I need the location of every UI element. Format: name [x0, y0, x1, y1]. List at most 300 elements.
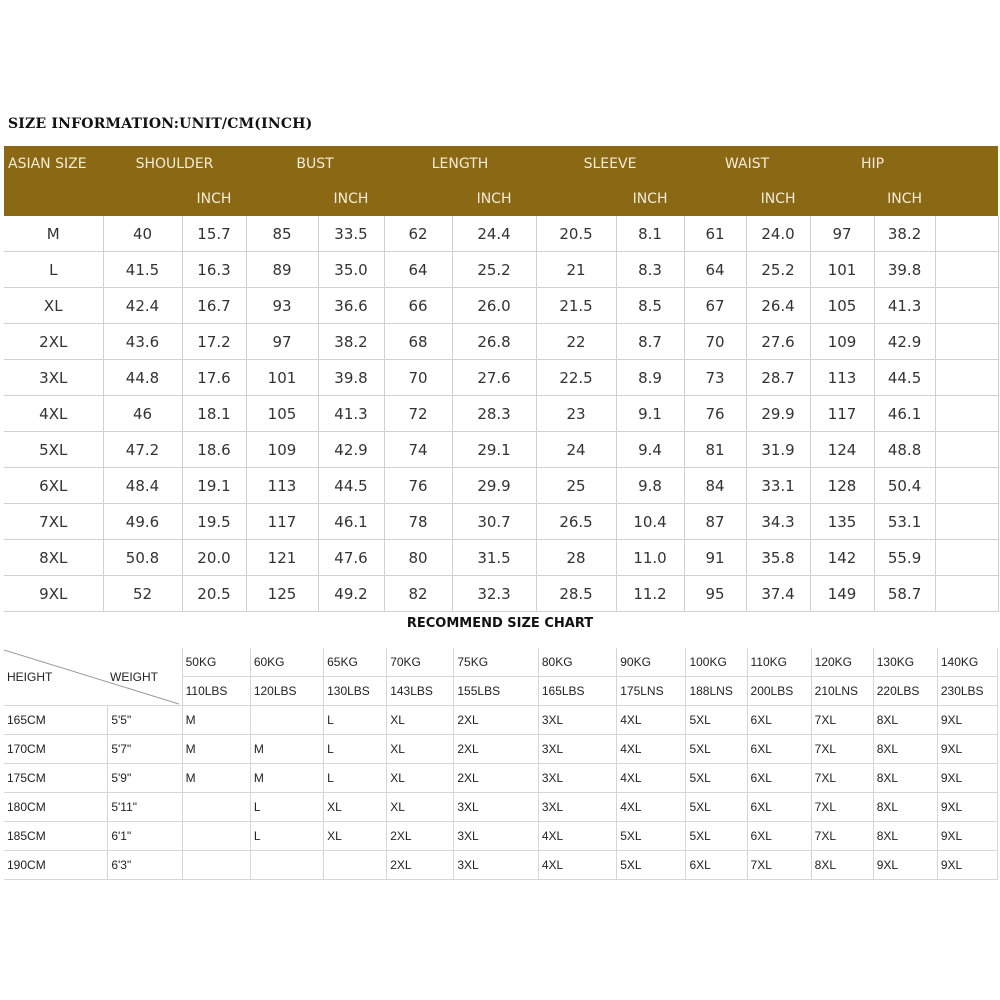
size-value-cell: 66 — [384, 288, 452, 324]
size-value-cell: 22 — [536, 324, 616, 360]
size-value-cell: 47.6 — [318, 540, 384, 576]
size-value-cell: 113 — [810, 360, 874, 396]
recommended-size-cell: 3XL — [454, 822, 538, 851]
header-inch: INCH — [874, 181, 935, 216]
size-value-cell: 97 — [246, 324, 318, 360]
recommended-size-cell: L — [324, 735, 387, 764]
size-value-cell: 8.9 — [616, 360, 684, 396]
size-value-cell: 121 — [246, 540, 318, 576]
table-row — [4, 851, 998, 880]
recommended-size-cell: XL — [387, 793, 454, 822]
recommended-size-cell: 2XL — [454, 706, 538, 735]
size-value-cell: 8.7 — [616, 324, 684, 360]
weight-kg-cell: 100KG — [686, 648, 747, 677]
size-value-cell: 117 — [810, 396, 874, 432]
table-row — [4, 576, 998, 612]
table-row — [4, 764, 998, 793]
recommended-size-cell: 3XL — [454, 851, 538, 880]
size-value-cell: 62 — [384, 216, 452, 252]
size-value-cell: 44.8 — [103, 360, 182, 396]
empty-cell — [935, 396, 998, 432]
empty-cell — [935, 288, 998, 324]
size-value-cell: 105 — [810, 288, 874, 324]
size-value-cell: 31.5 — [452, 540, 536, 576]
height-ft-cell: 5'5" — [108, 706, 182, 735]
size-value-cell: 38.2 — [318, 324, 384, 360]
size-label-cell: 2XL — [4, 324, 103, 360]
size-value-cell: 64 — [684, 252, 746, 288]
recommended-size-cell: XL — [324, 822, 387, 851]
size-unit-row — [4, 181, 998, 216]
recommended-size-cell: 2XL — [454, 764, 538, 793]
recommended-size-cell: 9XL — [937, 822, 997, 851]
height-cm-cell: 165CM — [4, 706, 108, 735]
size-value-cell: 74 — [384, 432, 452, 468]
recommended-size-cell: 5XL — [686, 764, 747, 793]
table-row — [4, 504, 998, 540]
weight-lbs-cell: 230LBS — [937, 677, 997, 706]
recommended-size-cell: 5XL — [617, 851, 686, 880]
recommended-size-cell: 4XL — [617, 764, 686, 793]
recommended-size-cell: 8XL — [873, 706, 937, 735]
height-weight-corner — [4, 648, 182, 706]
recommended-size-cell: 8XL — [811, 851, 873, 880]
size-value-cell: 24.0 — [746, 216, 810, 252]
size-label-cell: 7XL — [4, 504, 103, 540]
size-value-cell: 47.2 — [103, 432, 182, 468]
recommended-size-cell: 7XL — [811, 735, 873, 764]
size-value-cell: 135 — [810, 504, 874, 540]
table-row — [4, 360, 998, 396]
recommended-size-cell: 8XL — [873, 764, 937, 793]
size-value-cell: 58.7 — [874, 576, 935, 612]
size-value-cell: 23 — [536, 396, 616, 432]
size-value-cell: 85 — [246, 216, 318, 252]
size-label-cell: 8XL — [4, 540, 103, 576]
weight-lbs-cell: 130LBS — [324, 677, 387, 706]
size-value-cell: 80 — [384, 540, 452, 576]
empty-cell — [935, 540, 998, 576]
recommended-size-cell: 2XL — [387, 851, 454, 880]
size-value-cell: 26.4 — [746, 288, 810, 324]
size-value-cell: 8.1 — [616, 216, 684, 252]
weight-kg-cell: 110KG — [747, 648, 811, 677]
size-value-cell: 44.5 — [874, 360, 935, 396]
size-value-cell: 125 — [246, 576, 318, 612]
header-blank — [246, 181, 318, 216]
header-blank — [810, 181, 874, 216]
weight-kg-cell: 65KG — [324, 648, 387, 677]
size-value-cell: 78 — [384, 504, 452, 540]
height-ft-cell: 5'11" — [108, 793, 182, 822]
weight-lbs-cell: 155LBS — [454, 677, 538, 706]
size-value-cell: 76 — [384, 468, 452, 504]
recommended-size-cell — [182, 793, 250, 822]
recommended-size-cell: 6XL — [747, 735, 811, 764]
weight-lbs-cell: 188LNS — [686, 677, 747, 706]
weight-kg-cell: 120KG — [811, 648, 873, 677]
size-value-cell: 29.9 — [452, 468, 536, 504]
weight-kg-cell: 90KG — [617, 648, 686, 677]
size-value-cell: 27.6 — [746, 324, 810, 360]
size-value-cell: 109 — [246, 432, 318, 468]
table-row — [4, 735, 998, 764]
size-value-cell: 17.6 — [182, 360, 246, 396]
recommended-size-cell: 6XL — [747, 822, 811, 851]
size-value-cell: 30.7 — [452, 504, 536, 540]
recommended-size-cell: XL — [324, 793, 387, 822]
size-value-cell: 89 — [246, 252, 318, 288]
recommended-size-cell: 8XL — [873, 822, 937, 851]
size-value-cell: 40 — [103, 216, 182, 252]
size-value-cell: 97 — [810, 216, 874, 252]
header-inch: INCH — [182, 181, 246, 216]
weight-lbs-cell: 143LBS — [387, 677, 454, 706]
size-value-cell: 16.3 — [182, 252, 246, 288]
size-value-cell: 35.0 — [318, 252, 384, 288]
size-value-cell: 25.2 — [452, 252, 536, 288]
size-value-cell: 9.1 — [616, 396, 684, 432]
size-value-cell: 16.7 — [182, 288, 246, 324]
header-asian-size: ASIAN SIZE — [4, 146, 103, 181]
empty-cell — [935, 432, 998, 468]
size-value-cell: 21.5 — [536, 288, 616, 324]
size-value-cell: 38.2 — [874, 216, 935, 252]
header-blank — [4, 181, 103, 216]
header-hip: HIP — [810, 146, 935, 181]
header-inch: INCH — [746, 181, 810, 216]
size-value-cell: 113 — [246, 468, 318, 504]
size-value-cell: 34.3 — [746, 504, 810, 540]
recommended-size-cell: L — [324, 764, 387, 793]
recommended-size-cell: M — [250, 735, 323, 764]
table-row — [4, 793, 998, 822]
recommended-size-cell: 4XL — [617, 735, 686, 764]
recommended-size-cell: 4XL — [538, 822, 616, 851]
size-value-cell: 70 — [684, 324, 746, 360]
recommended-size-cell: 9XL — [937, 735, 997, 764]
size-value-cell: 19.5 — [182, 504, 246, 540]
size-label-cell: 9XL — [4, 576, 103, 612]
size-value-cell: 43.6 — [103, 324, 182, 360]
table-row — [4, 540, 998, 576]
size-label-cell: 3XL — [4, 360, 103, 396]
size-value-cell: 8.5 — [616, 288, 684, 324]
size-value-cell: 24 — [536, 432, 616, 468]
size-value-cell: 10.4 — [616, 504, 684, 540]
recommended-size-cell: 3XL — [538, 793, 616, 822]
size-label-cell: XL — [4, 288, 103, 324]
size-value-cell: 48.8 — [874, 432, 935, 468]
recommended-size-cell: 7XL — [811, 793, 873, 822]
size-value-cell: 33.1 — [746, 468, 810, 504]
empty-cell — [935, 216, 998, 252]
size-value-cell: 9.4 — [616, 432, 684, 468]
height-cm-cell: 190CM — [4, 851, 108, 880]
height-ft-cell: 5'9" — [108, 764, 182, 793]
table-row — [4, 432, 998, 468]
recommended-size-cell — [250, 851, 323, 880]
weight-lbs-cell: 220LBS — [873, 677, 937, 706]
recommended-size-cell: M — [182, 764, 250, 793]
weight-kg-row — [4, 648, 998, 677]
weight-lbs-cell: 210LNS — [811, 677, 873, 706]
size-value-cell: 142 — [810, 540, 874, 576]
size-value-cell: 41.3 — [874, 288, 935, 324]
size-value-cell: 73 — [684, 360, 746, 396]
header-blank — [935, 181, 998, 216]
empty-cell — [935, 468, 998, 504]
size-value-cell: 36.6 — [318, 288, 384, 324]
recommended-size-cell: XL — [387, 735, 454, 764]
recommended-size-cell: M — [182, 735, 250, 764]
size-value-cell: 9.8 — [616, 468, 684, 504]
recommended-size-cell: L — [250, 822, 323, 851]
recommended-size-cell: 5XL — [686, 706, 747, 735]
header-bust: BUST — [246, 146, 384, 181]
size-value-cell: 46.1 — [874, 396, 935, 432]
size-value-cell: 48.4 — [103, 468, 182, 504]
recommended-size-cell: 5XL — [686, 793, 747, 822]
table-row — [4, 468, 998, 504]
size-header-row — [4, 146, 998, 181]
recommended-size-cell: M — [182, 706, 250, 735]
size-value-cell: 46 — [103, 396, 182, 432]
weight-kg-cell: 60KG — [250, 648, 323, 677]
size-value-cell: 42.9 — [874, 324, 935, 360]
size-value-cell: 44.5 — [318, 468, 384, 504]
size-value-cell: 41.5 — [103, 252, 182, 288]
weight-lbs-cell: 200LBS — [747, 677, 811, 706]
empty-cell — [935, 576, 998, 612]
recommended-size-cell: XL — [387, 706, 454, 735]
recommended-size-cell: L — [324, 706, 387, 735]
recommended-size-cell: 3XL — [454, 793, 538, 822]
size-value-cell: 15.7 — [182, 216, 246, 252]
size-value-cell: 18.6 — [182, 432, 246, 468]
empty-cell — [935, 252, 998, 288]
size-value-cell: 37.4 — [746, 576, 810, 612]
size-value-cell: 82 — [384, 576, 452, 612]
empty-cell — [935, 360, 998, 396]
recommended-size-cell: 4XL — [617, 706, 686, 735]
size-value-cell: 20.5 — [536, 216, 616, 252]
size-value-cell: 55.9 — [874, 540, 935, 576]
header-blank — [384, 181, 452, 216]
recommended-size-cell: 3XL — [538, 764, 616, 793]
recommended-size-cell: M — [250, 764, 323, 793]
size-value-cell: 22.5 — [536, 360, 616, 396]
header-inch: INCH — [616, 181, 684, 216]
size-value-cell: 8.3 — [616, 252, 684, 288]
size-value-cell: 87 — [684, 504, 746, 540]
size-value-cell: 149 — [810, 576, 874, 612]
size-value-cell: 101 — [246, 360, 318, 396]
size-value-cell: 50.4 — [874, 468, 935, 504]
recommended-size-cell: 5XL — [617, 822, 686, 851]
table-row — [4, 288, 998, 324]
height-cm-cell: 180CM — [4, 793, 108, 822]
recommend-chart-title: RECOMMEND SIZE CHART — [406, 616, 594, 631]
table-row — [4, 252, 998, 288]
size-value-cell: 70 — [384, 360, 452, 396]
header-blank — [536, 181, 616, 216]
recommended-size-cell: 5XL — [686, 822, 747, 851]
size-value-cell: 33.5 — [318, 216, 384, 252]
weight-lbs-cell: 165LBS — [538, 677, 616, 706]
header-inch: INCH — [318, 181, 384, 216]
table-row — [4, 822, 998, 851]
recommended-size-cell: 9XL — [937, 764, 997, 793]
size-value-cell: 68 — [384, 324, 452, 360]
height-cm-cell: 175CM — [4, 764, 108, 793]
size-value-cell: 31.9 — [746, 432, 810, 468]
recommended-size-cell: 2XL — [454, 735, 538, 764]
size-value-cell: 32.3 — [452, 576, 536, 612]
size-value-cell: 52 — [103, 576, 182, 612]
size-value-cell: 29.9 — [746, 396, 810, 432]
height-ft-cell: 6'3" — [108, 851, 182, 880]
header-shoulder: SHOULDER — [103, 146, 246, 181]
size-value-cell: 49.6 — [103, 504, 182, 540]
weight-kg-cell: 130KG — [873, 648, 937, 677]
recommended-size-cell: 9XL — [937, 793, 997, 822]
header-blank — [935, 146, 998, 181]
size-value-cell: 28.7 — [746, 360, 810, 396]
height-label: HEIGHT — [7, 670, 53, 684]
recommended-size-cell — [182, 851, 250, 880]
recommended-size-cell: 7XL — [811, 764, 873, 793]
size-value-cell: 49.2 — [318, 576, 384, 612]
recommended-size-cell: 4XL — [538, 851, 616, 880]
recommended-size-cell: 9XL — [937, 706, 997, 735]
size-value-cell: 105 — [246, 396, 318, 432]
size-value-cell: 24.4 — [452, 216, 536, 252]
size-label-cell: 6XL — [4, 468, 103, 504]
table-row — [4, 216, 998, 252]
size-value-cell: 18.1 — [182, 396, 246, 432]
size-value-cell: 81 — [684, 432, 746, 468]
size-value-cell: 39.8 — [874, 252, 935, 288]
size-value-cell: 35.8 — [746, 540, 810, 576]
size-value-cell: 39.8 — [318, 360, 384, 396]
size-value-cell: 26.5 — [536, 504, 616, 540]
weight-kg-cell: 75KG — [454, 648, 538, 677]
header-length: LENGTH — [384, 146, 536, 181]
weight-kg-cell: 140KG — [937, 648, 997, 677]
table-row — [4, 706, 998, 735]
size-value-cell: 20.0 — [182, 540, 246, 576]
size-value-cell: 76 — [684, 396, 746, 432]
recommended-size-cell: 9XL — [937, 851, 997, 880]
size-value-cell: 109 — [810, 324, 874, 360]
size-value-cell: 11.2 — [616, 576, 684, 612]
size-value-cell: 20.5 — [182, 576, 246, 612]
size-value-cell: 46.1 — [318, 504, 384, 540]
size-label-cell: 4XL — [4, 396, 103, 432]
size-value-cell: 124 — [810, 432, 874, 468]
size-value-cell: 53.1 — [874, 504, 935, 540]
size-value-cell: 41.3 — [318, 396, 384, 432]
weight-kg-cell: 80KG — [538, 648, 616, 677]
header-inch: INCH — [452, 181, 536, 216]
size-value-cell: 26.8 — [452, 324, 536, 360]
size-value-cell: 28.3 — [452, 396, 536, 432]
size-label-cell: M — [4, 216, 103, 252]
recommended-size-cell: 7XL — [811, 822, 873, 851]
empty-cell — [935, 504, 998, 540]
size-value-cell: 84 — [684, 468, 746, 504]
weight-label: WEIGHT — [110, 670, 158, 684]
empty-cell — [935, 324, 998, 360]
table-row — [4, 324, 998, 360]
recommend-size-table — [4, 648, 998, 880]
size-value-cell: 25.2 — [746, 252, 810, 288]
size-value-cell: 72 — [384, 396, 452, 432]
height-cm-cell: 185CM — [4, 822, 108, 851]
size-value-cell: 128 — [810, 468, 874, 504]
size-value-cell: 11.0 — [616, 540, 684, 576]
recommended-size-cell: 6XL — [747, 764, 811, 793]
recommended-size-cell: 6XL — [747, 793, 811, 822]
recommended-size-cell: 8XL — [873, 735, 937, 764]
size-info-title: SIZE INFORMATION:UNIT/CM(INCH) — [8, 116, 313, 132]
size-value-cell: 67 — [684, 288, 746, 324]
header-waist: WAIST — [684, 146, 810, 181]
size-value-cell: 28 — [536, 540, 616, 576]
size-value-cell: 64 — [384, 252, 452, 288]
size-value-cell: 21 — [536, 252, 616, 288]
size-value-cell: 25 — [536, 468, 616, 504]
size-value-cell: 28.5 — [536, 576, 616, 612]
header-sleeve: SLEEVE — [536, 146, 684, 181]
size-value-cell: 101 — [810, 252, 874, 288]
recommended-size-cell: L — [250, 793, 323, 822]
recommended-size-cell: 3XL — [538, 706, 616, 735]
size-label-cell: L — [4, 252, 103, 288]
recommended-size-cell: 7XL — [811, 706, 873, 735]
header-blank — [103, 181, 182, 216]
recommended-size-cell — [324, 851, 387, 880]
recommended-size-cell: 2XL — [387, 822, 454, 851]
weight-kg-cell: 50KG — [182, 648, 250, 677]
weight-lbs-cell: 175LNS — [617, 677, 686, 706]
recommended-size-cell: 7XL — [747, 851, 811, 880]
size-value-cell: 93 — [246, 288, 318, 324]
recommended-size-cell: 6XL — [747, 706, 811, 735]
recommended-size-cell: 3XL — [538, 735, 616, 764]
recommended-size-cell: 5XL — [686, 735, 747, 764]
size-value-cell: 27.6 — [452, 360, 536, 396]
size-value-cell: 117 — [246, 504, 318, 540]
height-ft-cell: 5'7" — [108, 735, 182, 764]
height-cm-cell: 170CM — [4, 735, 108, 764]
size-value-cell: 29.1 — [452, 432, 536, 468]
size-value-cell: 91 — [684, 540, 746, 576]
recommended-size-cell: 9XL — [873, 851, 937, 880]
size-value-cell: 17.2 — [182, 324, 246, 360]
size-value-cell: 95 — [684, 576, 746, 612]
height-ft-cell: 6'1" — [108, 822, 182, 851]
table-row — [4, 396, 998, 432]
size-value-cell: 61 — [684, 216, 746, 252]
recommended-size-cell — [182, 822, 250, 851]
size-value-cell: 42.4 — [103, 288, 182, 324]
recommended-size-cell: 8XL — [873, 793, 937, 822]
size-label-cell: 5XL — [4, 432, 103, 468]
recommended-size-cell: XL — [387, 764, 454, 793]
recommended-size-cell: 6XL — [686, 851, 747, 880]
